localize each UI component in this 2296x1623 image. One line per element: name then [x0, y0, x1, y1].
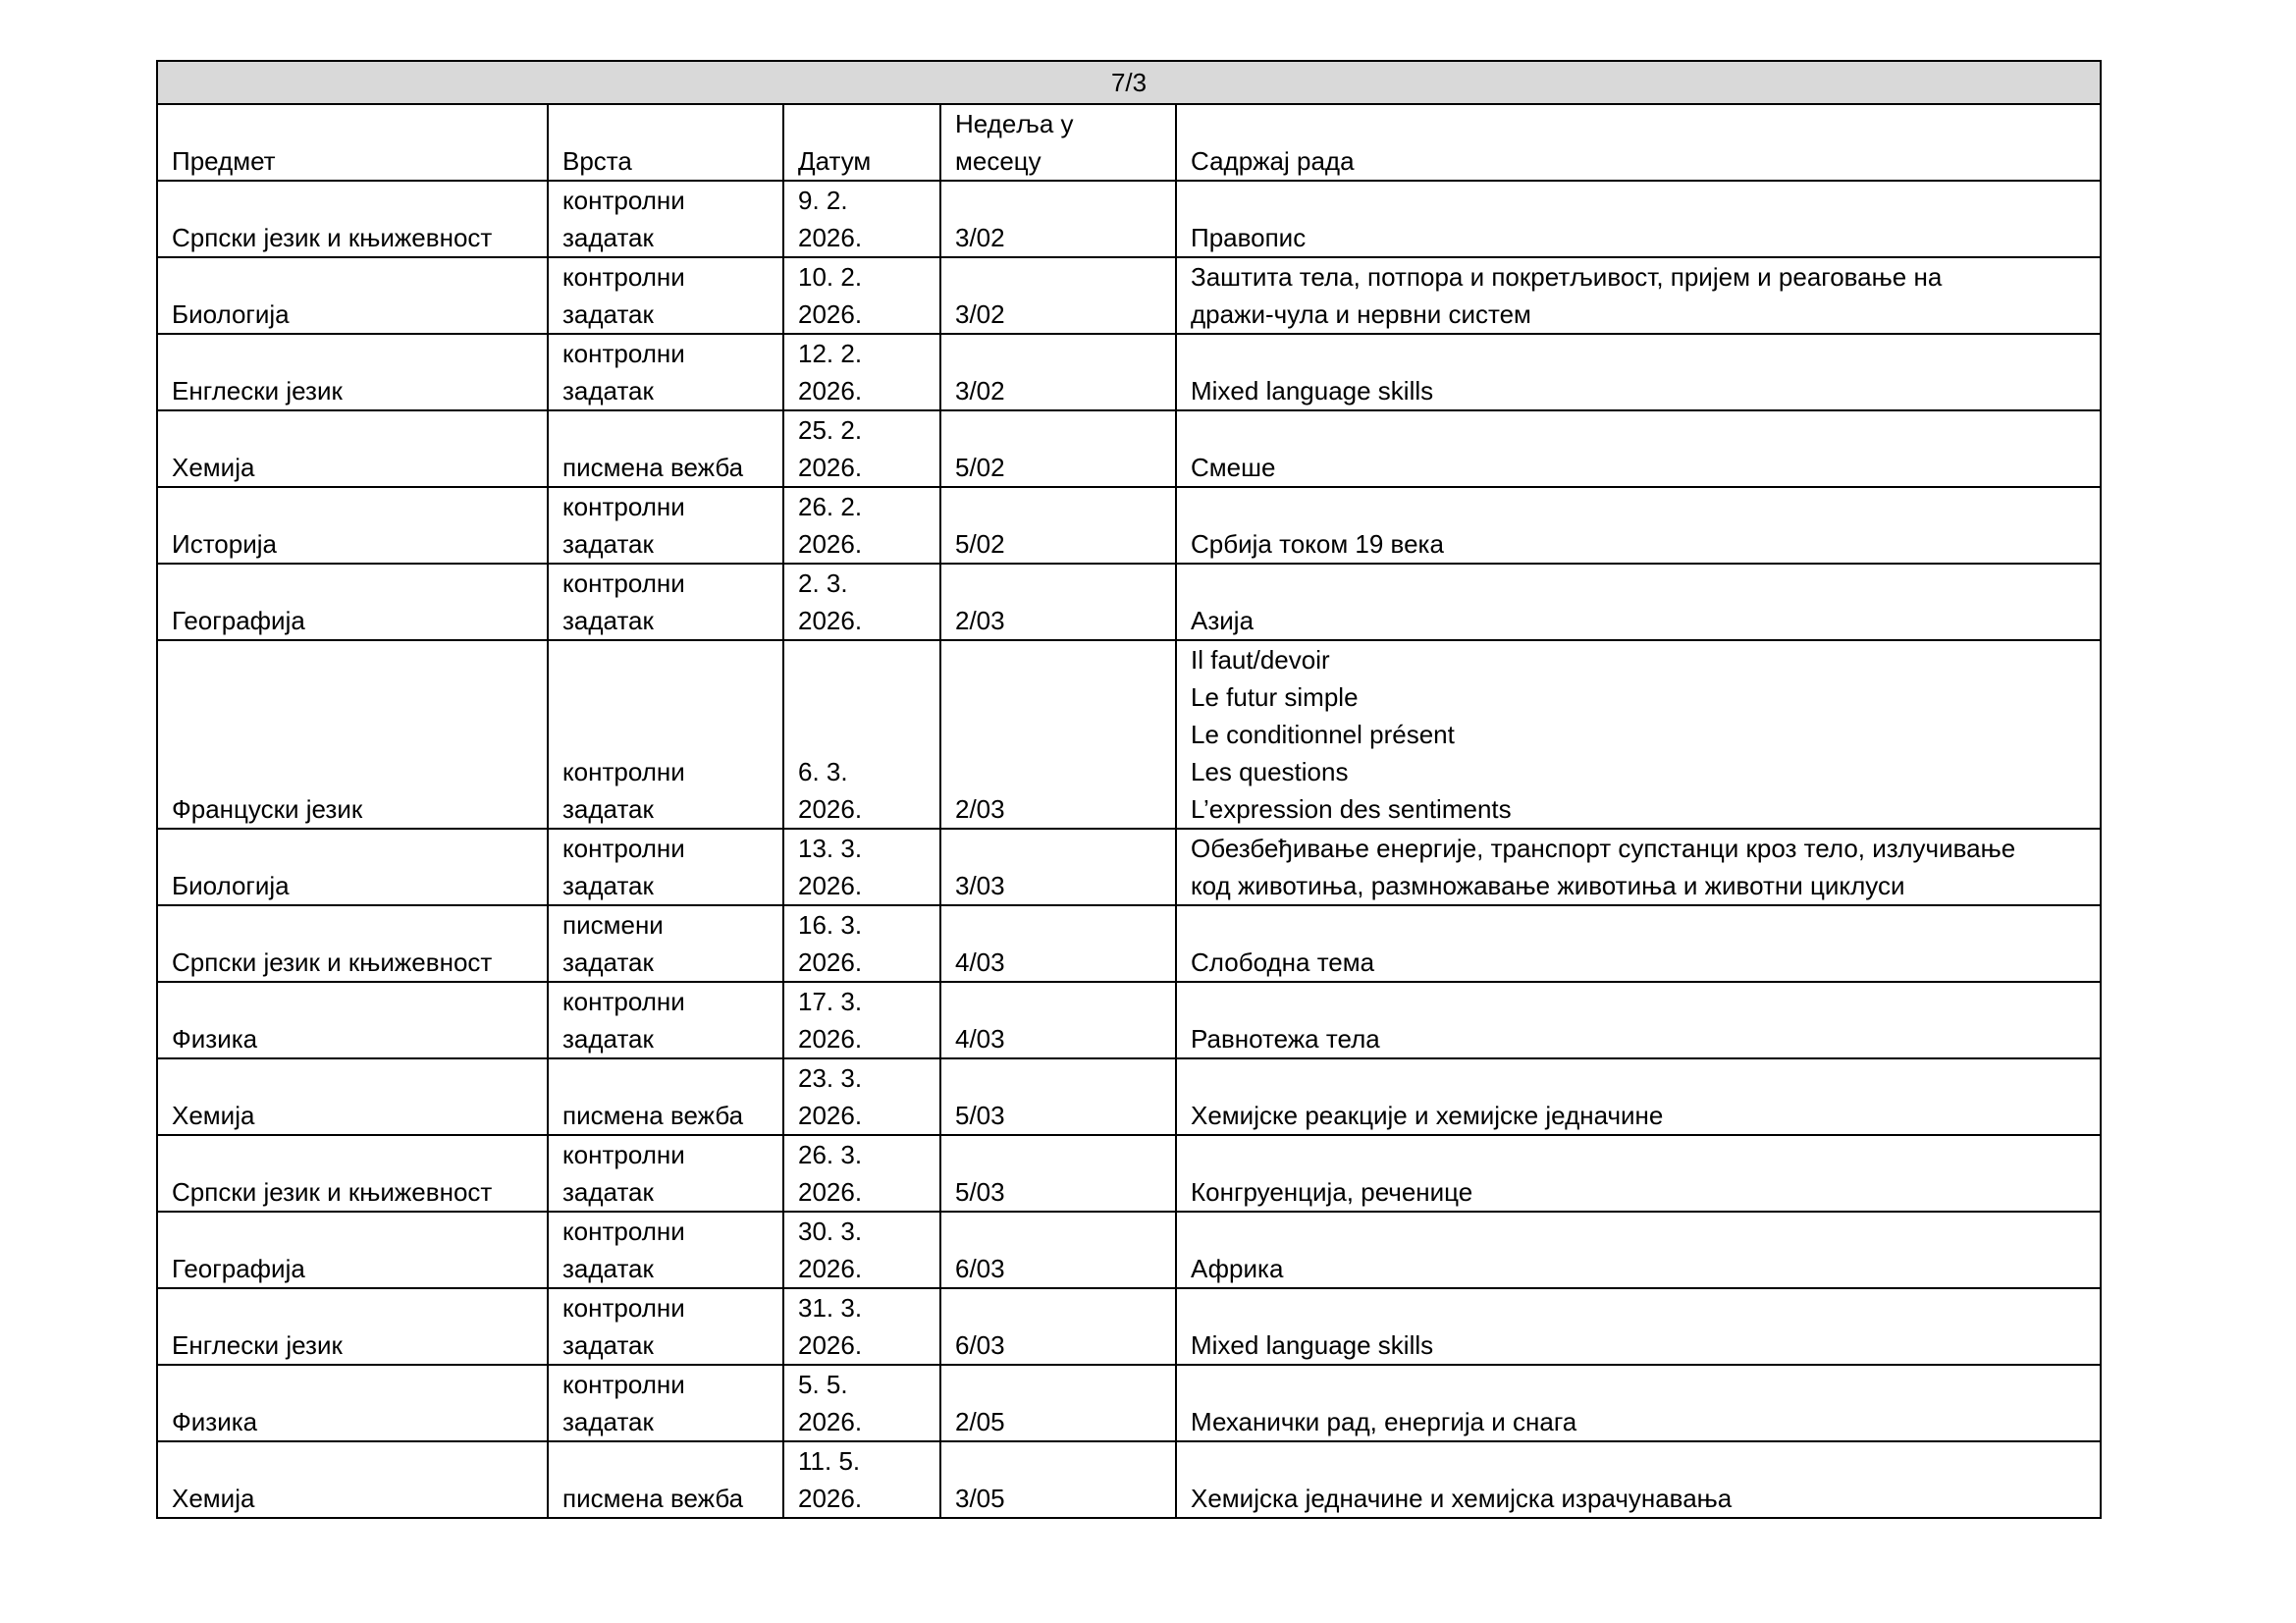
cell-line: 26. 3. [798, 1140, 863, 1169]
cell-subject [157, 181, 548, 257]
cell-week [940, 181, 1176, 257]
header-line: Предмет [172, 146, 276, 176]
cell-week [940, 410, 1176, 487]
cell-date [783, 410, 940, 487]
cell-week [940, 1212, 1176, 1288]
cell-line: 10. 2. [798, 262, 863, 292]
cell-subject [157, 1441, 548, 1518]
cell-line: Српски језик и књижевност [172, 947, 493, 977]
cell-week [940, 905, 1176, 982]
schedule-table [156, 60, 2102, 1519]
table-title: 7/3 [157, 61, 2101, 104]
cell-date [783, 1288, 940, 1365]
cell-line: контролни [562, 757, 685, 786]
cell-type [548, 1058, 783, 1135]
cell-content [1176, 1365, 2101, 1441]
cell-line: Слободна тема [1191, 947, 1375, 977]
cell-line: 5. 5. [798, 1370, 848, 1399]
cell-type [548, 410, 783, 487]
table-row [157, 1441, 2101, 1518]
cell-content [1176, 1288, 2101, 1365]
header-content [1176, 104, 2101, 181]
cell-line: писмена вежба [562, 1101, 744, 1130]
cell-line: задатак [562, 299, 654, 329]
cell-line: Заштита тела, потпора и покретљивост, пријем и реаговање на [1191, 262, 1943, 292]
cell-line: 5/03 [955, 1177, 1005, 1207]
cell-subject [157, 640, 548, 829]
cell-line: Смеше [1191, 453, 1276, 482]
cell-line: Биологија [172, 299, 290, 329]
cell-line: 13. 3. [798, 834, 863, 863]
table-row [157, 1288, 2101, 1365]
cell-line: писмена вежба [562, 1484, 744, 1513]
table-row [157, 564, 2101, 640]
cell-line: контролни [562, 987, 685, 1016]
header-week [940, 104, 1176, 181]
cell-content [1176, 410, 2101, 487]
cell-line: 2026. [798, 376, 863, 406]
cell-line: 12. 2. [798, 339, 863, 368]
cell-line: 3/02 [955, 223, 1005, 252]
cell-date [783, 1212, 940, 1288]
cell-line: 5/03 [955, 1101, 1005, 1130]
cell-subject [157, 1212, 548, 1288]
cell-week [940, 640, 1176, 829]
cell-date [783, 905, 940, 982]
cell-date [783, 564, 940, 640]
cell-line: 30. 3. [798, 1217, 863, 1246]
cell-line: 31. 3. [798, 1293, 863, 1323]
cell-line: Mixed language skills [1191, 1330, 1434, 1360]
table-row [157, 1135, 2101, 1212]
cell-type [548, 334, 783, 410]
cell-line: писмени [562, 910, 664, 940]
cell-line: 26. 2. [798, 492, 863, 521]
cell-content [1176, 1058, 2101, 1135]
cell-content [1176, 640, 2101, 829]
cell-line: Србија током 19 века [1191, 529, 1444, 559]
table-row [157, 640, 2101, 829]
cell-line: Историја [172, 529, 277, 559]
cell-line: 25. 2. [798, 415, 863, 445]
cell-line: 2026. [798, 1101, 863, 1130]
cell-content [1176, 487, 2101, 564]
cell-line: 2026. [798, 871, 863, 900]
cell-type [548, 1365, 783, 1441]
table-row [157, 982, 2101, 1058]
cell-line: Хемијска једначине и хемијска израчунавања [1191, 1484, 1733, 1513]
cell-line: 2026. [798, 606, 863, 635]
cell-subject [157, 257, 548, 334]
cell-line: 5/02 [955, 453, 1005, 482]
cell-line: Les questions [1191, 757, 1349, 786]
cell-week [940, 982, 1176, 1058]
cell-date [783, 487, 940, 564]
table-row [157, 410, 2101, 487]
cell-content [1176, 181, 2101, 257]
cell-content [1176, 564, 2101, 640]
cell-date [783, 1058, 940, 1135]
cell-line: контролни [562, 1140, 685, 1169]
cell-line: 11. 5. [798, 1446, 861, 1476]
cell-date [783, 1135, 940, 1212]
cell-line: задатак [562, 376, 654, 406]
cell-date [783, 181, 940, 257]
title-row [157, 61, 2101, 104]
cell-line: Il faut/devoir [1191, 645, 1330, 675]
table-row [157, 487, 2101, 564]
header-subject [157, 104, 548, 181]
cell-line: задатак [562, 223, 654, 252]
table-body [157, 181, 2101, 1518]
cell-type [548, 1288, 783, 1365]
cell-content [1176, 829, 2101, 905]
cell-type [548, 181, 783, 257]
cell-line: 16. 3. [798, 910, 863, 940]
cell-type [548, 1212, 783, 1288]
header-line: Садржај рада [1191, 146, 1355, 176]
cell-type [548, 257, 783, 334]
cell-date [783, 334, 940, 410]
cell-date [783, 257, 940, 334]
cell-content [1176, 1135, 2101, 1212]
cell-line: 23. 3. [798, 1063, 863, 1093]
cell-type [548, 1441, 783, 1518]
cell-type [548, 564, 783, 640]
cell-week [940, 1135, 1176, 1212]
table-row [157, 1365, 2101, 1441]
cell-subject [157, 1058, 548, 1135]
cell-line: 2026. [798, 1484, 863, 1513]
cell-line: задатак [562, 1330, 654, 1360]
cell-line: Механички рад, енергија и снага [1191, 1407, 1577, 1436]
cell-line: 2026. [798, 299, 863, 329]
table-row [157, 1058, 2101, 1135]
cell-date [783, 640, 940, 829]
cell-subject [157, 1288, 548, 1365]
cell-content [1176, 257, 2101, 334]
cell-line: 3/02 [955, 376, 1005, 406]
cell-line: код животиња, размножавање животиња и животни циклуси [1191, 871, 1905, 900]
cell-type [548, 982, 783, 1058]
cell-week [940, 829, 1176, 905]
cell-type [548, 905, 783, 982]
cell-line: Хемија [172, 453, 255, 482]
cell-line: Српски језик и књижевност [172, 223, 493, 252]
cell-line: 3/03 [955, 871, 1005, 900]
cell-subject [157, 564, 548, 640]
cell-line: контролни [562, 262, 685, 292]
cell-line: 2/05 [955, 1407, 1005, 1436]
cell-line: 3/05 [955, 1484, 1005, 1513]
cell-content [1176, 334, 2101, 410]
table-row [157, 829, 2101, 905]
table-row [157, 905, 2101, 982]
cell-line: Конгруенција, реченице [1191, 1177, 1473, 1207]
cell-content [1176, 1441, 2101, 1518]
cell-line: задатак [562, 606, 654, 635]
table-row [157, 334, 2101, 410]
cell-type [548, 1135, 783, 1212]
cell-line: Српски језик и књижевност [172, 1177, 493, 1207]
cell-line: 2026. [798, 1407, 863, 1436]
cell-line: Обезбеђивање енергије, транспорт супстанци кроз тело, излучивање [1191, 834, 2016, 863]
cell-line: контролни [562, 1217, 685, 1246]
cell-line: задатак [562, 1177, 654, 1207]
cell-line: Физика [172, 1407, 258, 1436]
cell-line: 2026. [798, 529, 863, 559]
cell-line: писмена вежба [562, 453, 744, 482]
cell-line: 2026. [798, 1024, 863, 1054]
cell-line: 2026. [798, 1254, 863, 1283]
cell-line: Физика [172, 1024, 258, 1054]
cell-line: дражи-чула и нервни систем [1191, 299, 1531, 329]
cell-line: задатак [562, 1254, 654, 1283]
cell-line: 2/03 [955, 794, 1005, 824]
cell-line: 2. 3. [798, 568, 848, 598]
cell-subject [157, 1135, 548, 1212]
cell-content [1176, 982, 2101, 1058]
cell-line: Енглески језик [172, 376, 343, 406]
header-row [157, 104, 2101, 181]
cell-line: 4/03 [955, 1024, 1005, 1054]
cell-week [940, 1288, 1176, 1365]
cell-line: 2026. [798, 947, 863, 977]
cell-line: Le conditionnel présent [1191, 720, 1455, 749]
header-date [783, 104, 940, 181]
cell-line: Географија [172, 1254, 305, 1283]
cell-line: контролни [562, 834, 685, 863]
cell-line: 2/03 [955, 606, 1005, 635]
cell-line: задатак [562, 794, 654, 824]
cell-content [1176, 905, 2101, 982]
cell-week [940, 487, 1176, 564]
cell-line: задатак [562, 947, 654, 977]
cell-week [940, 1441, 1176, 1518]
cell-line: Енглески језик [172, 1330, 343, 1360]
cell-line: Правопис [1191, 223, 1307, 252]
cell-line: задатак [562, 871, 654, 900]
cell-line: задатак [562, 1407, 654, 1436]
cell-line: 3/02 [955, 299, 1005, 329]
cell-line: контролни [562, 186, 685, 215]
cell-subject [157, 1365, 548, 1441]
cell-line: L’expression des sentiments [1191, 794, 1512, 824]
cell-line: Равнотежа тела [1191, 1024, 1380, 1054]
cell-line: 2026. [798, 1330, 863, 1360]
cell-line: контролни [562, 492, 685, 521]
cell-subject [157, 334, 548, 410]
cell-line: 5/02 [955, 529, 1005, 559]
cell-line: 9. 2. [798, 186, 848, 215]
cell-week [940, 334, 1176, 410]
cell-line: 6/03 [955, 1254, 1005, 1283]
header-type [548, 104, 783, 181]
cell-week [940, 257, 1176, 334]
cell-line: Географија [172, 606, 305, 635]
cell-line: 2026. [798, 1177, 863, 1207]
cell-line: 2026. [798, 223, 863, 252]
cell-line: Биологија [172, 871, 290, 900]
cell-line: Mixed language skills [1191, 376, 1434, 406]
cell-line: 6. 3. [798, 757, 848, 786]
cell-line: Африка [1191, 1254, 1284, 1283]
cell-week [940, 1365, 1176, 1441]
table-row [157, 257, 2101, 334]
cell-line: Хемија [172, 1484, 255, 1513]
cell-date [783, 1441, 940, 1518]
cell-type [548, 487, 783, 564]
cell-line: контролни [562, 339, 685, 368]
cell-line: задатак [562, 529, 654, 559]
cell-date [783, 982, 940, 1058]
cell-subject [157, 487, 548, 564]
cell-subject [157, 410, 548, 487]
cell-content [1176, 1212, 2101, 1288]
cell-line: 4/03 [955, 947, 1005, 977]
cell-subject [157, 829, 548, 905]
cell-line: Азија [1191, 606, 1255, 635]
cell-subject [157, 982, 548, 1058]
header-line: Недеља у [955, 109, 1074, 138]
cell-line: Le futur simple [1191, 682, 1359, 712]
cell-line: Хемија [172, 1101, 255, 1130]
cell-line: контролни [562, 1293, 685, 1323]
cell-line: 2026. [798, 453, 863, 482]
cell-type [548, 640, 783, 829]
header-line: месецу [955, 146, 1041, 176]
cell-line: 6/03 [955, 1330, 1005, 1360]
cell-line: контролни [562, 1370, 685, 1399]
cell-date [783, 829, 940, 905]
cell-line: 17. 3. [798, 987, 863, 1016]
cell-line: задатак [562, 1024, 654, 1054]
cell-date [783, 1365, 940, 1441]
cell-subject [157, 905, 548, 982]
table-row [157, 1212, 2101, 1288]
cell-week [940, 564, 1176, 640]
header-line: Врста [562, 146, 632, 176]
cell-line: Француски језик [172, 794, 363, 824]
table-row [157, 181, 2101, 257]
cell-line: контролни [562, 568, 685, 598]
header-line: Датум [798, 146, 872, 176]
cell-line: 2026. [798, 794, 863, 824]
cell-line: Хемијске реакције и хемијске једначине [1191, 1101, 1664, 1130]
cell-type [548, 829, 783, 905]
cell-week [940, 1058, 1176, 1135]
